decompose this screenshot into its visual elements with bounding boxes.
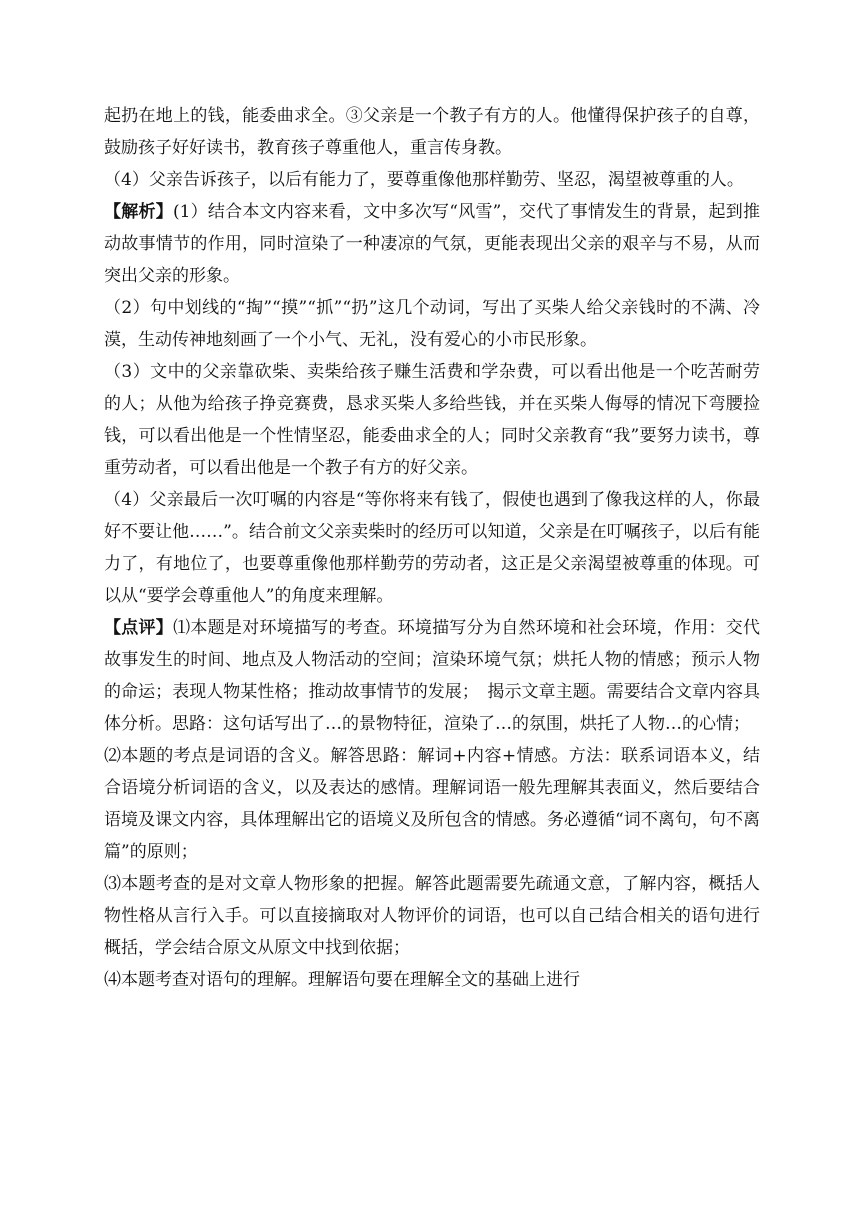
analysis-paragraph-1 [104,196,760,292]
analysis-label: 【解析】 [104,202,173,222]
analysis-paragraph-3: （3）文中的父亲靠砍柴、卖柴给孩子赚生活费和学杂费，可以看出他是一个吃苦耐劳的人；从他为给孩子挣竞赛费，恳求买柴人多给些钱，并在买柴人侮辱的情况下弯腰捡钱，可以看出他是一个性情坚忍，能委曲求全的人；同时父亲教育“我”要努力读书，尊重劳动者，可以看出他是一个教子有方的好父亲。 [104,362,760,478]
comment-paragraph-1 [104,612,760,740]
comment-paragraph-3: ⑶本题考查的是对文章人物形象的把握。解答此题需要先疏通文意，了解内容，概括人物性格从言行入手。可以直接摘取对人物评价的词语，也可以自己结合相关的语句进行概括，学会结合原文从原文中找到依据； [104,874,760,958]
comment-paragraph-4: ⑷本题考查对语句的理解。理解语句要在理解全文的基础上进行 [104,970,580,990]
answer-tail-paragraph: 起扔在地上的钱，能委曲求全。③父亲是一个教子有方的人。他懂得保护孩子的自尊，鼓励孩子好好读书，教育孩子尊重他人，重言传身教。 [104,106,760,158]
comment-label: 【点评】 [104,618,174,638]
analysis-paragraph-4: （4）父亲最后一次叮嘱的内容是“等你将来有钱了，假使也遇到了像我这样的人，你最好不要让他……”。结合前文父亲卖柴时的经历可以知道，父亲是在叮嘱孩子，以后有能力了，有地位了，也要尊重像他那样勤劳的劳动者，这正是父亲渴望被尊重的体现。可以从“要学会尊重他人”的角度来理解。 [104,490,760,606]
analysis-paragraph-2: （2）句中划线的“掏”“摸”“抓”“扔”这几个动词，写出了买柴人给父亲钱时的不满、冷漠，生动传神地刻画了一个小气、无礼，没有爱心的小市民形象。 [104,298,760,350]
document-page [104,100,760,996]
comment-paragraph-2: ⑵本题的考点是词语的含义。解答思路：解词+内容+情感。方法：联系词语本义，结合语境分析词语的含义，以及表达的感情。理解词语一般先理解其表面义，然后要结合语境及课文内容，具体理解出它的语境义及所包含的情感。务必遵循“词不离句，句不离篇”的原则； [104,746,760,862]
comment-item-1: ⑴本题是对环境描写的考查。环境描写分为自然环境和社会环境，作用：交代故事发生的时间、地点及人物活动的空间；渲染环境气氛；烘托人物的情感；预示人物的命运；表现人物某性格；推动故事情节的发展； 揭示文章主题。需要结合文章内容具体分析。思路：这句话写出了…的景物特征，渲染了…的氛围，烘托了人物…的心情； [104,618,761,734]
analysis-item-1: (1）结合本文内容来看，文中多次写“风雪”，交代了事情发生的背景，起到推动故事情节的作用，同时渲染了一种凄凉的气氛，更能表现出父亲的艰辛与不易，从而突出父亲的形象。 [104,202,760,286]
answer-4-paragraph: （4）父亲告诉孩子，以后有能力了，要尊重像他那样勤劳、坚忍，渴望被尊重的人。 [104,170,744,190]
